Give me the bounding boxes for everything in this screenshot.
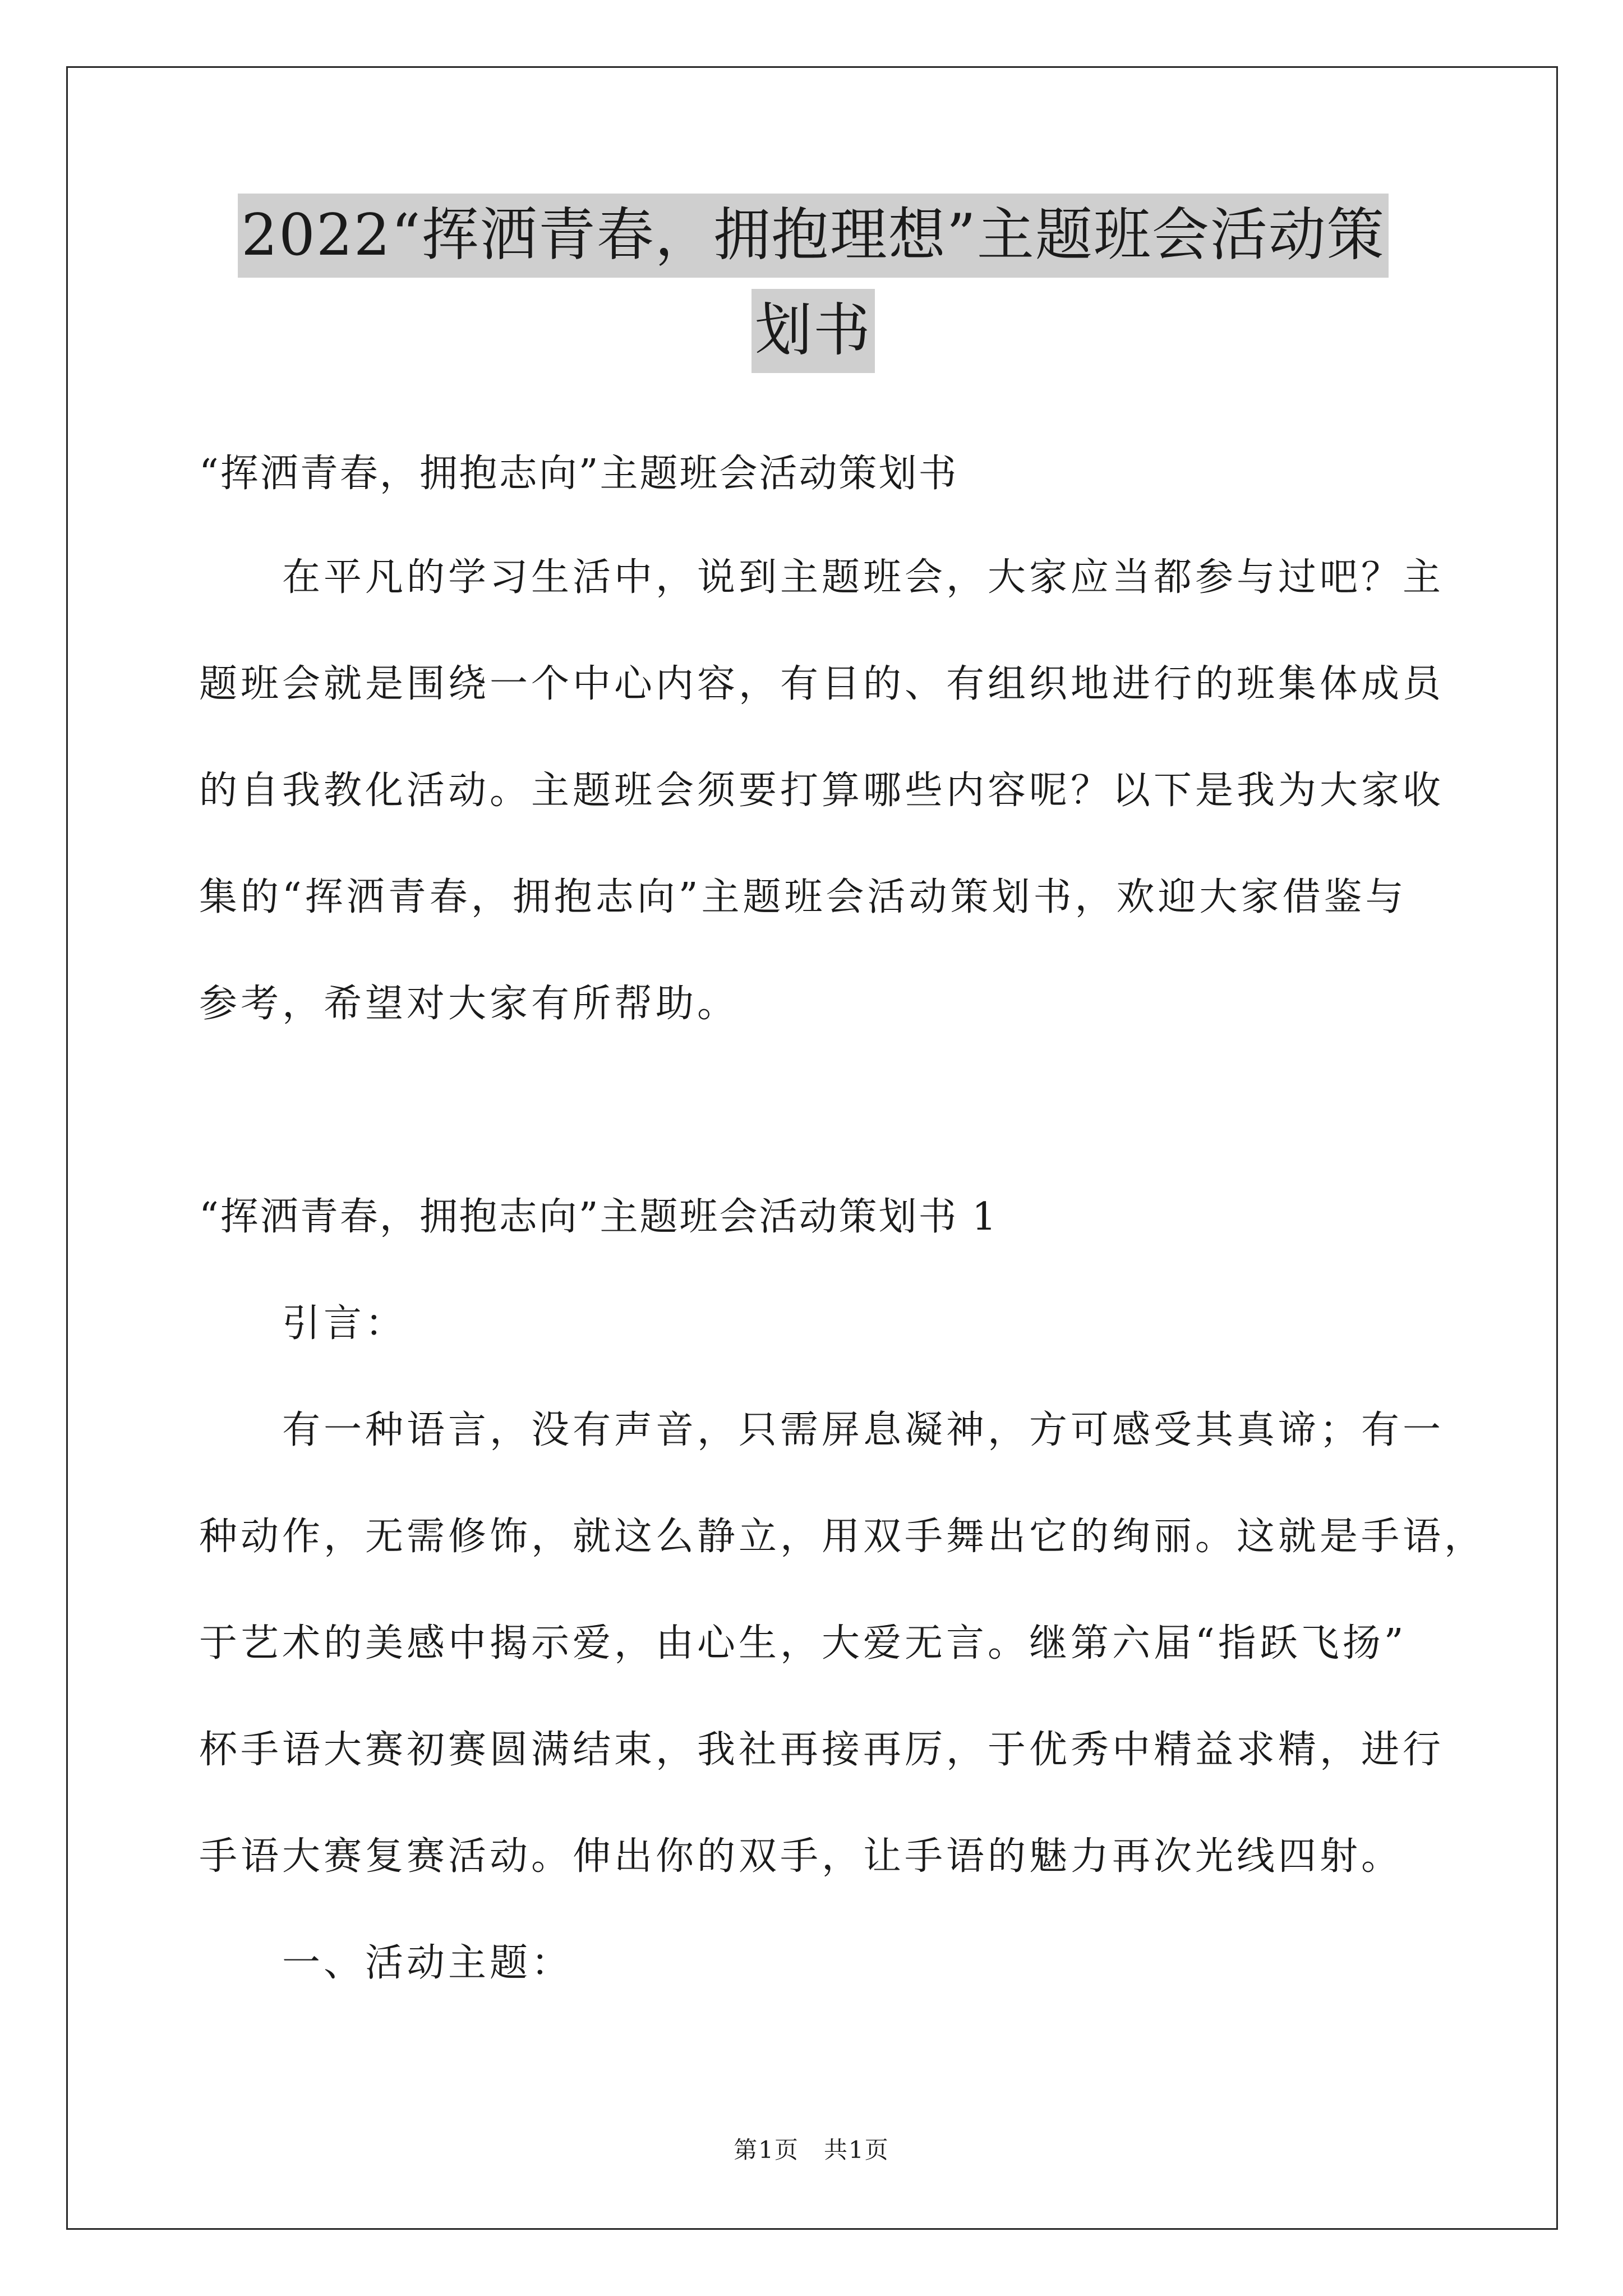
intro-line-1: 在平凡的学习生活中，说到主题班会，大家应当都参与过吧？主 [282,555,1445,600]
body-line-3: 于艺术的美感中揭示爱，由心生，大爱无言。继第六届“指跃飞扬” [199,1621,1407,1665]
page-border [66,66,1558,2230]
section-heading: “挥洒青春，拥抱志向”主题班会活动策划书 1 [199,1195,998,1239]
body-line-5: 手语大赛复赛活动。伸出你的双手，让手语的魅力再次光线四射。 [199,1834,1403,1879]
page-footer: 第1页 共1页 [734,2136,889,2164]
intro-line-2: 题班会就是围绕一个中心内容，有目的、有组织地进行的班集体成员 [199,662,1445,706]
subtitle: “挥洒青春，拥抱志向”主题班会活动策划书 [199,452,958,496]
title-line-1: 2022“挥洒青春，拥抱理想”主题班会活动策 [238,194,1389,278]
activity-heading: 一、活动主题： [282,1941,573,1985]
body-line-4: 杯手语大赛初赛圆满结束，我社再接再厉，于优秀中精益求精，进行 [199,1728,1445,1772]
body-line-2: 种动作，无需修饰，就这么静立，用双手舞出它的绚丽。这就是手语， [199,1515,1486,1559]
intro-line-4: 集的“挥洒青春，拥抱志向”主题班会活动策划书，欢迎大家借鉴与 [199,875,1407,919]
body-line-1: 有一种语言，没有声音，只需屏息凝神，方可感受其真谛；有一 [282,1408,1445,1452]
preface-label: 引言： [282,1301,407,1346]
document-title [140,194,1486,373]
title-line-2: 划书 [751,289,875,373]
intro-line-3: 的自我教化活动。主题班会须要打算哪些内容呢？以下是我为大家收 [199,769,1445,813]
intro-line-5: 参考，希望对大家有所帮助。 [199,982,739,1026]
